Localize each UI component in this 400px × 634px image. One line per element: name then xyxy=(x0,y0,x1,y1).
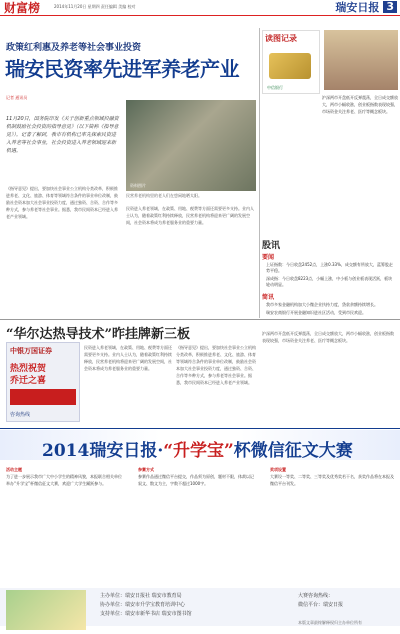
bank-card-ad xyxy=(262,30,320,94)
article-body-col2: 民资进入养老领域，在政策、用地、税费等方面还需要更多支持。业内人士认为，随着政策红利持续释放，民营养老机构将迎来更广阔的发展空间，社会资本将成为养老服务业的重要力量。 xyxy=(126,206,254,225)
sidebar-photo xyxy=(324,30,398,90)
date-line: 2014年11月20日 星期四 责任编辑 美编 校对 xyxy=(54,4,136,9)
news-title: 要闻 xyxy=(262,254,275,261)
card-label: 读图记录 xyxy=(265,34,297,43)
footer-image xyxy=(6,590,86,630)
banner-col3-head: 奖项设置 xyxy=(270,467,286,472)
sidebar-section-title: 股讯 xyxy=(262,241,281,251)
footer-note: 本版文章最终解释权归主办单位所有 xyxy=(298,620,362,625)
ad-banner-strip xyxy=(10,389,76,405)
banner-col3 xyxy=(270,466,394,586)
article-photo xyxy=(126,100,256,191)
brief-2: 深成指：今日收盘8223点，小幅上涨，中小板与创业板表现活跃，板块轮动明显。 xyxy=(266,276,393,287)
brief-4: 瑞安农商银行开展金融知识进社区活动，受到市民欢迎。 xyxy=(266,310,366,315)
section-title: 财富榜 xyxy=(4,0,41,15)
securities-ad xyxy=(6,342,80,422)
co-organizers-line: 协办单位：瑞安市升学宝教育培训中心 xyxy=(100,602,186,608)
article-lead: 11月20日，国务院印发《关于创新重点领域投融资机制鼓励社会投资的指导意见》（以下简称《指导意见》）。记者了解到，我市有机构已率先探索民资进入养老等社会事业，社会投资进入养老领域迎来新机遇。 xyxy=(6,116,119,154)
photo-caption: 民营养老机构里的老人们在悠闲地晒太阳。 xyxy=(126,193,202,198)
article-body-col1: 《指导意见》提出，要加快社会事业公立机构分类改革，积极推进养老、文化、旅游、体育等领域符合条件的事业单位改制，鼓励社会资本加大社会事业投资力度，通过独资、合资、合作等多种方式，参与养老等社会事业。据悉，我市民间资本已经进入养老产业领域。 xyxy=(6,186,118,219)
second-body-col2: 《指导意见》提出，要加快社会事业公立机构分类改革，积极推进养老、文化、旅游、体育等领域符合条件的事业单位改制，鼓励社会资本加大社会事业投资力度，通过独资、合资、合作等多种方式，参与养老等社会事业。据悉，我市民间资本已经进入养老产业领域。 xyxy=(176,345,256,385)
sidebar xyxy=(262,30,398,220)
article-headline: 瑞安民资率先进军养老产业 xyxy=(5,57,239,81)
sidebar-text: 沪深两市开盘低开反弹震荡，全日成交额放大，两市小幅收涨，创业板指数表现较强，市场资金关注养老、医疗等概念板块。 xyxy=(322,95,398,114)
brief-3: 我市多家金融机构加大小微企业扶持力度，贷款余额持续增长。 xyxy=(266,302,378,307)
footer-organizers xyxy=(100,592,192,619)
banner-col1-head: 活动主题 xyxy=(6,467,22,472)
banner-col3-body: 大赛设一等奖、二等奖、三等奖及优秀奖若干名，获奖作品将在本报及微信平台刊发。 xyxy=(270,474,394,486)
banner-col1-body: 为了进一步展示我市广大中小学生的精神风貌，本报联合相关单位举办“升学宝”杯微信征文大赛，欢迎广大学生踊跃参与。 xyxy=(6,474,122,486)
ad-text-1: 热烈祝贺 xyxy=(10,364,47,374)
contact-line-1: 大赛咨询热线： xyxy=(298,593,334,599)
ad-text-2: 乔迁之喜 xyxy=(10,376,47,386)
article-kicker: 政策红利惠及养老等社会事业投资 xyxy=(6,43,142,53)
organizers-line: 主办单位：瑞安日报社 瑞安市教育局 xyxy=(100,593,182,599)
banner-title-part3: 杯微信征文大赛 xyxy=(233,441,353,461)
section-divider xyxy=(0,319,400,320)
page-header xyxy=(0,0,400,14)
photo-label: 资料图片 xyxy=(130,183,146,188)
ad-logo: 中银万国证券 xyxy=(10,347,52,355)
page-number: 3 xyxy=(383,1,397,13)
banner-col2 xyxy=(138,466,256,586)
banner-col2-body: 参赛作品通过微信平台提交，作品须为原创，题材不限，体裁以记叙文、散文为主，字数不超过1000字。 xyxy=(138,474,254,486)
ad-phone: 咨询热线 xyxy=(10,412,31,418)
banner-col2-head: 参赛方式 xyxy=(138,467,154,472)
news-title-2: 简讯 xyxy=(262,294,275,301)
banner-title xyxy=(42,436,353,461)
banner-rule xyxy=(0,428,400,429)
footer-contact xyxy=(298,592,343,610)
contact-line-2: 微信平台：瑞安日报 xyxy=(298,602,344,608)
banner-col1 xyxy=(6,466,124,586)
second-body-col1: 民资进入养老领域，在政策、用地、税费等方面还需要更多支持。业内人士认为，随着政策红利持续释放，民营养老机构将迎来更广阔的发展空间，社会资本将成为养老服务业的重要力量。 xyxy=(84,345,172,371)
header-rule xyxy=(0,15,400,16)
brief-1: 上证指数：今日收盘2452点，上涨0.33%，成交额有所放大，蓝筹股走势平稳。 xyxy=(266,262,393,273)
card-bank-name: 中信银行 xyxy=(267,85,283,90)
banner-title-part1: 2014瑞安日报· xyxy=(42,441,164,461)
support-line: 支持单位：瑞安市新华书店 瑞安市图书馆 xyxy=(100,611,192,617)
column-divider xyxy=(259,28,260,318)
publication-name: 瑞安日报 xyxy=(335,1,380,14)
bank-card-icon xyxy=(269,53,311,79)
second-headline: “华尔达热导技术”昨挂牌新三板 xyxy=(6,327,190,342)
second-body-col3: 沪深两市开盘低开反弹震荡，全日成交额放大，两市小幅收涨，创业板指数表现较强，市场资金关注养老、医疗等概念板块。 xyxy=(262,331,394,343)
article-byline: 记者 通讯员 xyxy=(6,95,28,100)
banner-title-part2: “升学宝” xyxy=(163,441,234,461)
